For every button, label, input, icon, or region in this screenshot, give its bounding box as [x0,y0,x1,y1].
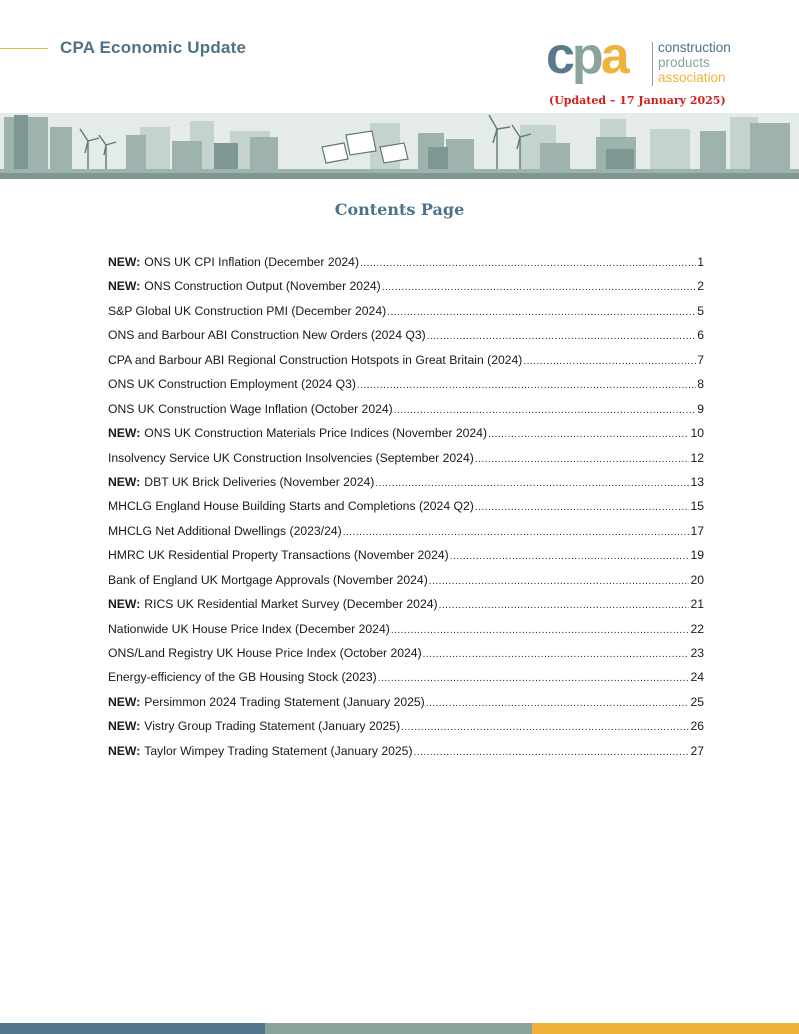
toc-entry-title [108,670,377,684]
updated-date: (Updated – 17 January 2025) [549,94,726,107]
toc-entry-text: ONS UK CPI Inflation (December 2024) [144,255,360,269]
dot-leader [414,747,690,758]
toc-entry[interactable] [108,646,704,670]
table-of-contents [108,255,704,768]
toc-entry[interactable] [108,377,704,401]
toc-entry-text: ONS UK Construction Materials Price Indices (November 2024) [144,426,488,441]
dot-leader [378,673,690,684]
logo-word-products: products [658,55,710,70]
toc-entry-text: CPA and Barbour ABI Regional Construction Hotspots in Great Britain (2024) [108,352,523,367]
toc-page-number: 7 [697,352,704,367]
toc-entry[interactable] [108,475,704,499]
toc-entry-text: MHCLG England House Building Starts and Completions (2024 Q2) [108,499,474,514]
toc-entry[interactable] [108,622,704,646]
dot-leader [488,429,689,440]
toc-entry-text: Persimmon 2024 Trading Statement (January 2025) [144,694,425,709]
footer-bar-sage [265,1023,532,1034]
toc-entry-text: Vistry Group Trading Statement (January 2025) [144,719,401,734]
dot-leader [427,331,697,342]
toc-entry-title [108,573,428,587]
toc-entry[interactable] [108,328,704,352]
cityscape-banner-icon [0,113,799,179]
toc-page-number: 12 [690,450,704,465]
toc-entry-title [108,402,393,416]
toc-entry-text: RICS UK Residential Market Survey (December 2024) [144,597,438,612]
toc-page-number: 5 [697,303,704,318]
dot-leader [394,405,696,416]
toc-entry[interactable] [108,548,704,572]
toc-entry-title [108,622,390,636]
toc-entry-title [108,548,449,562]
toc-entry-title [108,475,374,489]
dot-leader [475,502,690,513]
toc-page-number: 19 [690,548,704,563]
new-tag: NEW: [108,694,141,709]
new-tag: NEW: [108,474,141,489]
logo-letters [546,27,627,85]
toc-entry[interactable] [108,719,704,743]
toc-page-number: 17 [690,523,704,538]
new-tag: NEW: [108,743,141,758]
toc-entry-title [108,328,426,342]
dot-leader [523,356,696,367]
new-tag: NEW: [108,719,141,734]
toc-entry-text: Nationwide UK House Price Index (December 2024) [108,621,390,636]
dot-leader [360,258,696,269]
new-tag: NEW: [108,597,141,612]
toc-page-number: 23 [690,646,704,660]
toc-entry-text: ONS UK Construction Employment (2024 Q3) [108,377,356,392]
dot-leader [401,722,689,733]
logo-letter-c: c [546,27,572,85]
toc-page-number: 1 [697,255,704,269]
logo-word-construction: construction [658,40,731,55]
footer-bar-amber [532,1023,799,1034]
footer-bar-blue [0,1023,265,1034]
toc-entry-title [108,353,522,367]
toc-entry-title [108,695,425,709]
dot-leader [387,307,696,318]
toc-page-number: 13 [690,474,704,489]
toc-entry-title [108,451,474,465]
logo-divider [652,42,653,86]
toc-entry-text: Taylor Wimpey Trading Statement (January 2025) [144,743,413,758]
toc-entry-text: S&P Global UK Construction PMI (December 2024) [108,303,387,318]
cpa-logo [546,27,746,92]
new-tag: NEW: [108,279,141,294]
toc-page-number: 20 [690,572,704,587]
dot-leader [450,551,690,562]
toc-entry-text: MHCLG Net Additional Dwellings (2023/24) [108,523,342,538]
toc-page-number: 2 [697,279,704,294]
toc-page-number: 15 [690,499,704,514]
toc-page-number: 8 [697,377,704,392]
logo-wordmark [658,40,731,85]
toc-entry[interactable] [108,695,704,719]
toc-entry-title [108,426,487,440]
toc-entry-text: HMRC UK Residential Property Transactions (November 2024) [108,548,449,563]
dot-leader [382,282,697,293]
toc-entry-title [108,597,438,611]
toc-page-number: 24 [690,670,704,685]
toc-entry-title [108,524,342,538]
toc-entry-text: ONS UK Construction Wage Inflation (October 2024) [108,401,393,416]
toc-entry-text: ONS Construction Output (November 2024) [144,279,381,294]
toc-entry-title [108,377,356,391]
toc-entry[interactable] [108,402,704,426]
toc-entry-text: Energy-efficiency of the GB Housing Stock (2023) [108,670,377,685]
toc-entry-text: Bank of England UK Mortgage Approvals (November 2024) [108,572,428,587]
toc-page-number: 25 [690,694,704,709]
toc-page-number: 22 [690,621,704,636]
dot-leader [423,649,690,660]
toc-entry[interactable] [108,451,704,475]
dot-leader [475,454,690,465]
toc-entry-text: ONS and Barbour ABI Construction New Orders (2024 Q3) [108,328,426,343]
toc-entry[interactable] [108,353,704,377]
toc-entry-title [108,304,386,318]
toc-entry-title [108,719,400,733]
dot-leader [343,527,690,538]
header-accent-rule [0,48,48,49]
toc-entry-title [108,255,359,269]
new-tag: NEW: [108,255,141,269]
toc-entry[interactable] [108,499,704,523]
toc-entry[interactable] [108,597,704,621]
dot-leader [439,600,690,611]
toc-entry-text: Insolvency Service UK Construction Insolvencies (September 2024) [108,450,474,465]
dot-leader [426,698,690,709]
contents-heading: Contents Page [334,200,465,219]
toc-entry-title [108,744,413,758]
toc-entry[interactable] [108,744,704,768]
dot-leader [375,478,689,489]
dot-leader [429,576,690,587]
toc-page-number: 10 [690,426,704,441]
dot-leader [357,380,696,391]
toc-page-number: 6 [697,328,704,343]
toc-entry[interactable] [108,670,704,694]
logo-letter-a: a [600,27,627,85]
toc-entry[interactable] [108,524,704,548]
toc-entry[interactable] [108,255,704,279]
logo-letter-p: p [571,27,601,85]
dot-leader [391,625,690,636]
toc-entry[interactable] [108,304,704,328]
new-tag: NEW: [108,426,141,441]
toc-entry-title [108,499,474,513]
toc-entry[interactable] [108,279,704,303]
toc-entry[interactable] [108,573,704,597]
document-title: CPA Economic Update [60,38,247,57]
toc-page-number: 26 [690,719,704,734]
toc-page-number: 27 [690,743,704,758]
toc-page-number: 9 [697,401,704,416]
toc-entry[interactable] [108,426,704,450]
toc-page-number: 21 [690,597,704,612]
toc-entry-text: ONS/Land Registry UK House Price Index (October 2024) [108,646,422,660]
toc-entry-title [108,646,422,660]
logo-word-association: association [658,70,726,85]
footer-color-bars [0,1023,799,1034]
toc-entry-text: DBT UK Brick Deliveries (November 2024) [144,474,375,489]
toc-entry-title [108,279,381,293]
